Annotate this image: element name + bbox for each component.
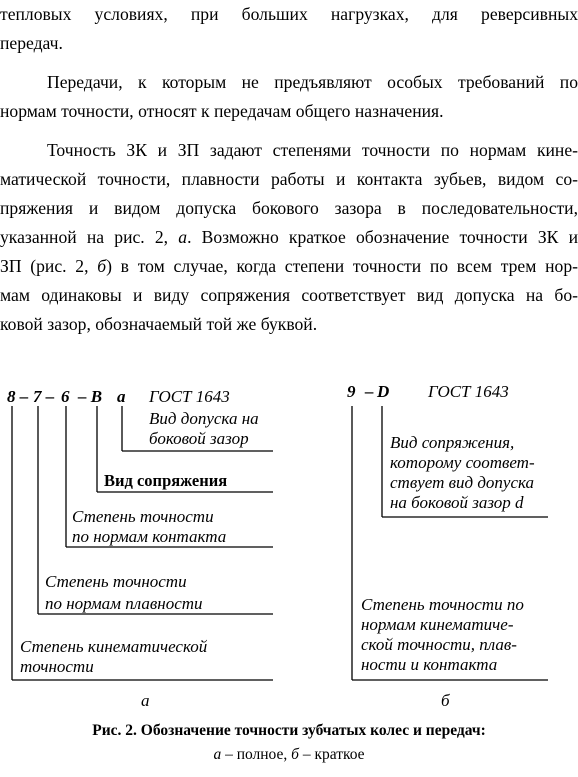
text-line-10: мам одинаковы и виду сопряжения соответствует вид допуска на бо- [0, 285, 578, 305]
fig-b-fit-3: ствует вид допуска [390, 473, 535, 492]
text-line-9-b: ) в том случае, когда степени точности по всем трем нор- [106, 256, 578, 276]
text-line-8-b: . Возможно краткое обозначение точности ЗК и [187, 227, 578, 247]
fig-b-fit-1: Вид сопряжения, [390, 433, 515, 452]
fig-b-letter: б [441, 691, 450, 710]
caption-a-text: – полное, [221, 746, 292, 763]
caption-title: Рис. 2. Обозначение точности зубчатых колес и передач: [92, 722, 486, 739]
caption-sub [0, 746, 578, 764]
fig-a-code-6: 6 [61, 387, 70, 406]
text-line-8-a: указанной на рис. 2, [0, 227, 179, 247]
fig-b-code-d: D [377, 382, 390, 401]
fig-a-tolerance-2: боковой зазор [149, 429, 249, 448]
text-line-2: передач. [0, 33, 63, 53]
fig-a-code-a: a [117, 387, 126, 406]
text-line-5: Точность ЗК и ЗП задают степенями точности по нормам кине- [47, 140, 578, 160]
caption-b-text: – краткое [298, 746, 365, 763]
fig-a-letter: а [141, 691, 150, 710]
fig-a-code-8: 8 – [7, 387, 29, 406]
fig-b-code-9: 9 [347, 382, 356, 401]
fig-b-gost: ГОСТ 1643 [428, 382, 509, 401]
fig-a-contact-1: Степень точности [72, 507, 214, 526]
text-line-4: нормам точности, относят к передачам общего назначения. [0, 101, 444, 121]
fig-b-code-dash: – [365, 382, 374, 401]
text-line-11: ковой зазор, обозначаемый той же буквой. [0, 314, 318, 334]
fig-a-kinematic-1: Степень кинематической [20, 637, 208, 656]
fig-b-fit-4: на боковой зазор d [390, 493, 524, 512]
fig-a-smooth-2: по нормам плавности [45, 594, 203, 613]
fig-a-contact-2: по нормам контакта [72, 527, 227, 546]
fig-b-fit-2: которому соответ- [390, 453, 535, 472]
caption-b: б [291, 746, 299, 763]
fig-a-gost: ГОСТ 1643 [149, 387, 230, 406]
text-line-3: Передачи, к которым не предъявляют особых требований по [47, 72, 578, 92]
fig-a-code-b: – B [78, 387, 103, 406]
ref-a: а [178, 227, 188, 247]
text-line-1: тепловых условиях, при больших нагрузках, для реверсивных [0, 4, 578, 24]
text-line-6: матической точности, плавности работы и контакта зубьев, видом со- [0, 169, 578, 189]
fig-b-degree-2: нормам кинематиче- [361, 615, 514, 634]
ref-b: б [97, 256, 107, 276]
text-line-7: пряжения и видом допуска бокового зазора в последовательности, [0, 198, 578, 218]
fig-b-degree-3: ской точности, плав- [361, 635, 517, 654]
fig-a-code-7: 7 – [33, 387, 55, 406]
fig-a-smooth-1: Степень точности [45, 572, 187, 591]
fig-a-kinematic-2: точности [20, 657, 94, 676]
fig-b-degree-1: Степень точности по [361, 595, 524, 614]
text-line-9-a: ЗП (рис. 2, [0, 256, 98, 276]
caption-a: а [213, 746, 222, 763]
fig-a-fit: Вид сопряжения [104, 471, 228, 490]
fig-b-degree-4: ности и контакта [361, 655, 498, 674]
fig-a-tolerance-1: Вид допуска на [149, 409, 259, 428]
